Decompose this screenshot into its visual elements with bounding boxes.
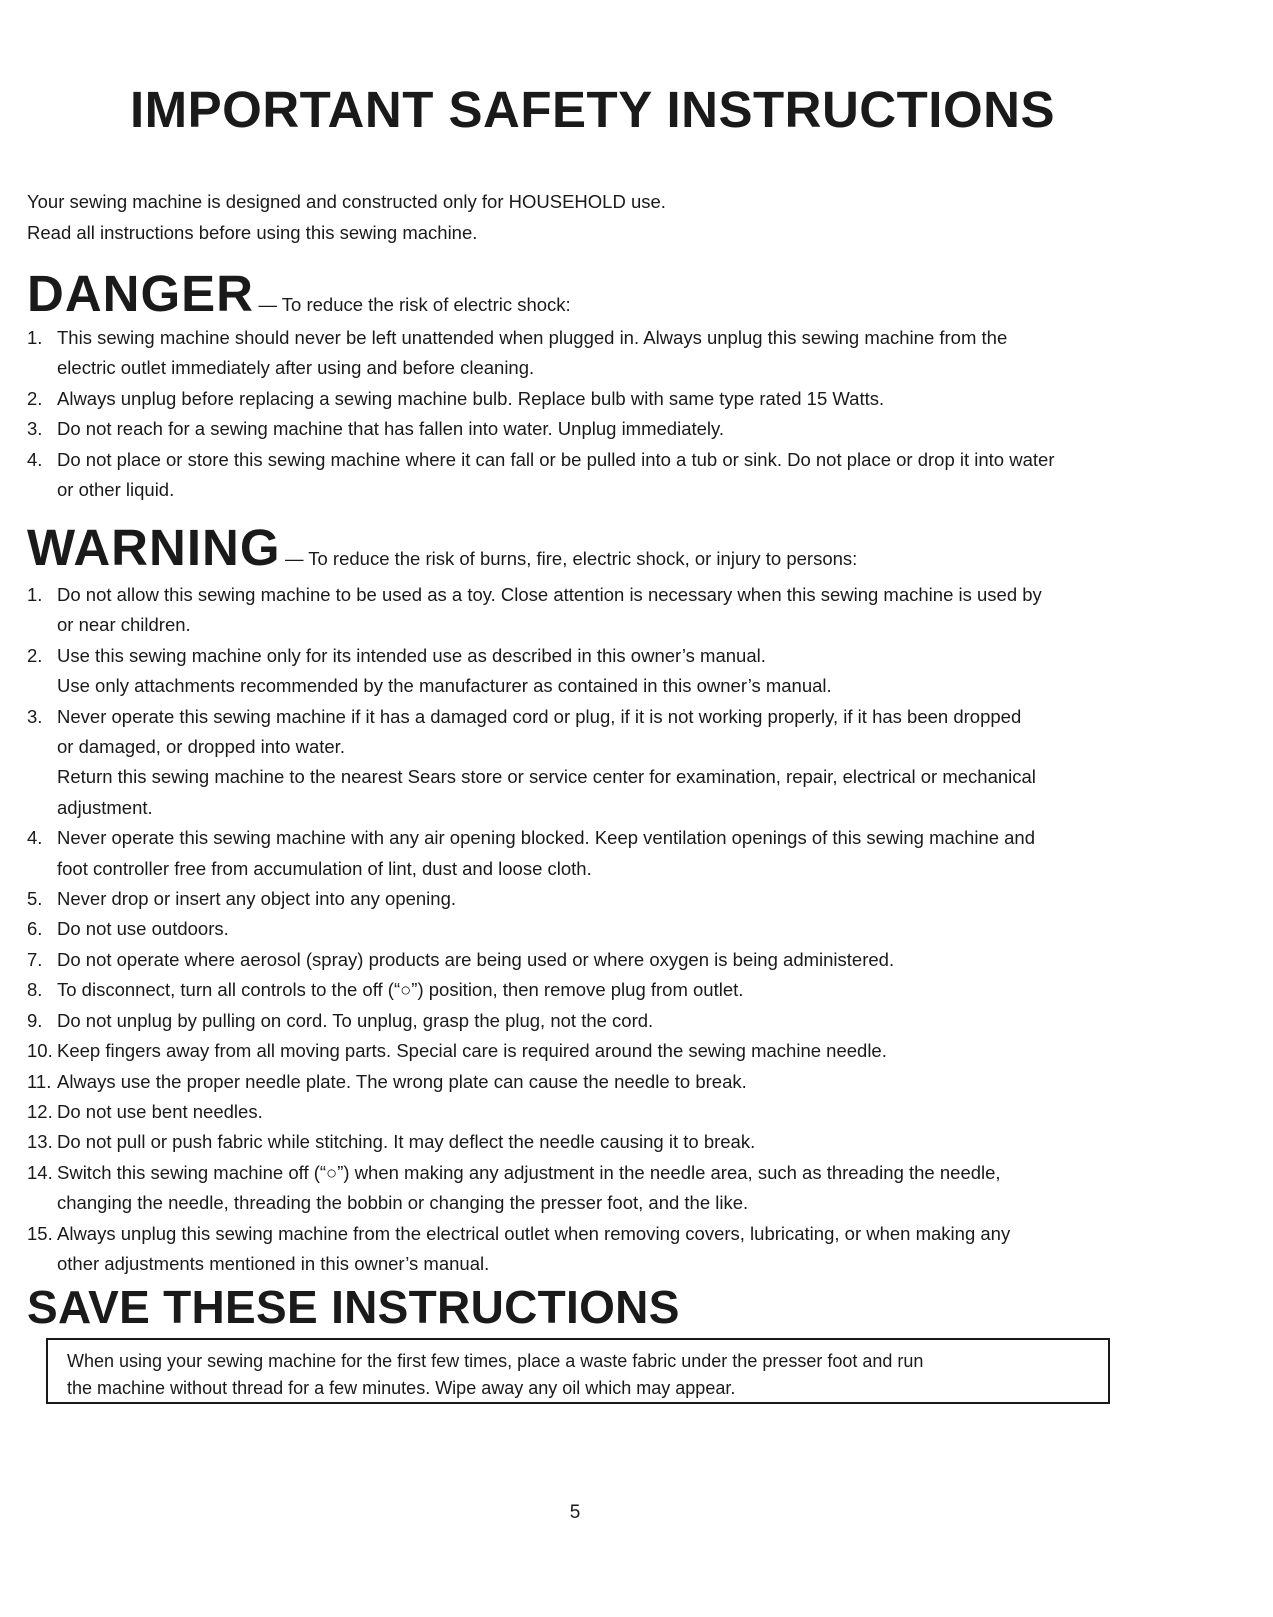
- list-item-line: Do not pull or push fabric while stitching. It may deflect the needle causing it to break.: [57, 1131, 756, 1153]
- save-instructions-heading: SAVE THESE INSTRUCTIONS: [27, 1281, 680, 1333]
- list-item-line: Always use the proper needle plate. The wrong plate can cause the needle to break.: [57, 1070, 747, 1092]
- list-item: [27, 1067, 1137, 1097]
- list-item-line: Use this sewing machine only for its intended use as described in this owner’s manual.: [57, 644, 766, 666]
- list-item-number: 9.: [27, 1009, 43, 1031]
- warning-subtitle: — To reduce the risk of burns, fire, electric shock, or injury to persons:: [284, 548, 858, 569]
- list-item-number: 1.: [27, 584, 43, 605]
- list-item-text: [57, 1067, 1137, 1097]
- list-item: [27, 1036, 1137, 1066]
- list-item: [27, 1219, 1137, 1280]
- list-item: [27, 1097, 1137, 1127]
- list-item-text: [57, 975, 1137, 1005]
- list-item-text: [57, 1006, 1137, 1036]
- list-item-number: 14.: [27, 1161, 53, 1183]
- intro-line: Your sewing machine is designed and constructed only for HOUSEHOLD use.: [27, 191, 666, 212]
- list-item-line: Return this sewing machine to the nearest Sears store or service center for examination, repair, electrical or mechanical: [57, 766, 1036, 788]
- list-item-text: [57, 414, 1137, 444]
- list-item-number: 13.: [27, 1131, 53, 1153]
- list-item: [27, 323, 1137, 384]
- note-line: the machine without thread for a few minutes. Wipe away any oil which may appear.: [67, 1378, 736, 1398]
- list-item-number: 5.: [27, 888, 43, 910]
- list-item-line: Do not allow this sewing machine to be used as a toy. Close attention is necessary when this sewing machine is used by: [57, 584, 1042, 605]
- list-item-text: [57, 914, 1137, 944]
- list-item-text: [57, 323, 1137, 384]
- list-item: [27, 1158, 1137, 1219]
- list-item-line: Use only attachments recommended by the manufacturer as contained in this owner’s manual.: [57, 675, 832, 697]
- warning-heading: [27, 518, 857, 577]
- first-use-note-box: [46, 1338, 1110, 1404]
- list-item-number: 4.: [27, 448, 43, 470]
- list-item-line: Never drop or insert any object into any opening.: [57, 888, 457, 910]
- list-item-line: Do not reach for a sewing machine that has fallen into water. Unplug immediately.: [57, 418, 725, 440]
- intro-text: [27, 186, 666, 248]
- list-item: [27, 945, 1137, 975]
- list-item-line: To disconnect, turn all controls to the off (“○”) position, then remove plug from outlet.: [57, 979, 744, 1001]
- list-item-number: 10.: [27, 1040, 53, 1062]
- list-item-line: changing the needle, threading the bobbin or changing the presser foot, and the like.: [57, 1192, 749, 1214]
- list-item-line: Keep fingers away from all moving parts. Special care is required around the sewing machine needle.: [57, 1040, 887, 1062]
- list-item: [27, 384, 1137, 414]
- list-item: [27, 975, 1137, 1005]
- page-title: IMPORTANT SAFETY INSTRUCTIONS: [130, 81, 1055, 138]
- list-item-number: 15.: [27, 1222, 53, 1244]
- danger-heading: [27, 264, 571, 323]
- list-item: [27, 641, 1137, 702]
- intro-line: Read all instructions before using this sewing machine.: [27, 222, 478, 243]
- list-item-number: 4.: [27, 827, 43, 849]
- list-item-line: Never operate this sewing machine with any air opening blocked. Keep ventilation openings of this sewing machine and: [57, 827, 1036, 849]
- list-item-line: or other liquid.: [57, 479, 175, 501]
- list-item-number: 7.: [27, 948, 43, 970]
- list-item: [27, 580, 1137, 641]
- list-item-line: electric outlet immediately after using and before cleaning.: [57, 357, 535, 379]
- list-item-text: [57, 702, 1137, 824]
- list-item-line: Never operate this sewing machine if it has a damaged cord or plug, if it is not working properly, if it has been dropped: [57, 705, 1022, 727]
- list-item-line: adjustment.: [57, 796, 153, 818]
- list-item-number: 6.: [27, 918, 43, 940]
- list-item-line: Switch this sewing machine off (“○”) when making any adjustment in the needle area, such as threading the needle,: [57, 1161, 1001, 1183]
- list-item: [27, 914, 1137, 944]
- list-item: [27, 445, 1137, 506]
- list-item-line: or near children.: [57, 614, 191, 636]
- list-item: [27, 823, 1137, 884]
- danger-title: DANGER: [27, 265, 255, 322]
- list-item-number: 12.: [27, 1100, 53, 1122]
- warning-title: WARNING: [27, 519, 281, 576]
- list-item-text: [57, 445, 1137, 506]
- danger-subtitle: — To reduce the risk of electric shock:: [258, 294, 571, 315]
- list-item-number: 3.: [27, 418, 43, 440]
- list-item-number: 1.: [27, 327, 43, 348]
- list-item-text: [57, 1219, 1137, 1280]
- list-item-number: 2.: [27, 644, 43, 666]
- list-item-number: 2.: [27, 387, 43, 409]
- list-item-line: other adjustments mentioned in this owner’s manual.: [57, 1252, 490, 1274]
- list-item-line: Do not place or store this sewing machine where it can fall or be pulled into a tub or sink. Do not place or drop it into water: [57, 448, 1055, 470]
- page-number: 5: [569, 1502, 581, 1523]
- list-item-line: Do not use outdoors.: [57, 918, 229, 940]
- list-item-text: [57, 1036, 1137, 1066]
- warning-list: [27, 580, 1137, 1279]
- list-item-line: Do not use bent needles.: [57, 1100, 263, 1122]
- list-item-line: or damaged, or dropped into water.: [57, 736, 345, 758]
- danger-list: [27, 323, 1137, 505]
- list-item-line: foot controller free from accumulation of lint, dust and loose cloth.: [57, 857, 592, 879]
- list-item-line: Always unplug this sewing machine from the electrical outlet when removing covers, lubricating, or when making any: [57, 1222, 1011, 1244]
- list-item-number: 11.: [27, 1070, 52, 1092]
- list-item: [27, 1127, 1137, 1157]
- list-item-line: Do not operate where aerosol (spray) products are being used or where oxygen is being administered.: [57, 948, 895, 970]
- list-item: [27, 414, 1137, 444]
- list-item-number: 3.: [27, 705, 43, 727]
- list-item-text: [57, 1097, 1137, 1127]
- list-item: [27, 702, 1137, 824]
- list-item-text: [57, 641, 1137, 702]
- list-item-number: 8.: [27, 979, 43, 1001]
- list-item-line: Always unplug before replacing a sewing machine bulb. Replace bulb with same type rated 15 Watts.: [57, 387, 885, 409]
- list-item-text: [57, 945, 1137, 975]
- list-item-line: Do not unplug by pulling on cord. To unplug, grasp the plug, not the cord.: [57, 1009, 654, 1031]
- list-item-text: [57, 1127, 1137, 1157]
- list-item-text: [57, 1158, 1137, 1219]
- list-item-text: [57, 884, 1137, 914]
- list-item: [27, 1006, 1137, 1036]
- list-item-text: [57, 384, 1137, 414]
- list-item-text: [57, 823, 1137, 884]
- list-item: [27, 884, 1137, 914]
- list-item-line: This sewing machine should never be left unattended when plugged in. Always unplug this sewing machine from the: [57, 327, 1008, 348]
- note-line: When using your sewing machine for the first few times, place a waste fabric under the presser foot and run: [67, 1351, 924, 1371]
- list-item-text: [57, 580, 1137, 641]
